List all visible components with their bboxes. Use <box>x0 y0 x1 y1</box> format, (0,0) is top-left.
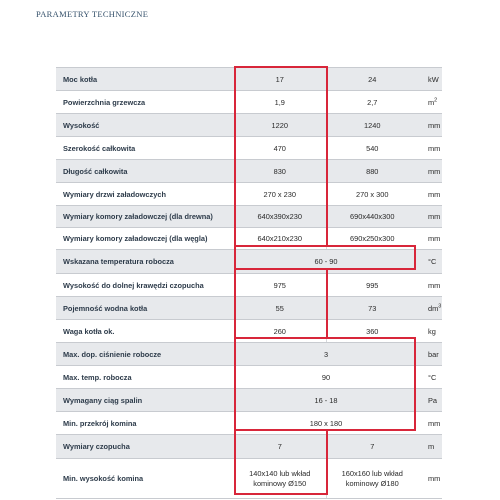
value-24kw: 690x440x300 <box>326 206 418 228</box>
unit: m <box>418 435 442 459</box>
param-label: Min. wysokość komina <box>56 459 234 499</box>
table-row <box>56 343 442 366</box>
spec-table <box>56 67 442 499</box>
table-row <box>56 206 442 228</box>
unit <box>418 91 442 114</box>
value-24kw: 995 <box>326 274 418 297</box>
table-row <box>56 459 442 499</box>
value-17kw: 55 <box>234 297 326 320</box>
unit: mm <box>418 206 442 228</box>
param-label: Wymiary komory załadowczej (dla węgla) <box>56 228 234 250</box>
table-row <box>56 137 442 160</box>
table-row <box>56 91 442 114</box>
param-label: Szerokość całkowita <box>56 137 234 160</box>
value-17kw: 1,9 <box>234 91 326 114</box>
unit: mm <box>418 137 442 160</box>
value-17kw: 830 <box>234 160 326 183</box>
param-label: Pojemność wodna kotła <box>56 297 234 320</box>
table-row <box>56 114 442 137</box>
unit: bar <box>418 343 442 366</box>
unit: °C <box>418 250 442 274</box>
param-label: Waga kotła ok. <box>56 320 234 343</box>
unit: mm <box>418 160 442 183</box>
value-17kw: 7 <box>234 435 326 459</box>
value-24kw: 690x250x300 <box>326 228 418 250</box>
table-row <box>56 68 442 91</box>
value-24kw: 73 <box>326 297 418 320</box>
unit: mm <box>418 412 442 435</box>
unit: mm <box>418 459 442 499</box>
value-merged: 16 - 18 <box>234 389 418 412</box>
param-label: Moc kotła <box>56 68 234 91</box>
value-17kw: 270 x 230 <box>234 183 326 206</box>
unit-exponent: 2 <box>434 97 438 104</box>
param-label: Max. dop. ciśnienie robocze <box>56 343 234 366</box>
param-label: Wysokość do dolnej krawędzi czopucha <box>56 274 234 297</box>
table-row <box>56 435 442 459</box>
unit-exponent: 3 <box>438 303 442 310</box>
unit: °C <box>418 366 442 389</box>
table-row <box>56 274 442 297</box>
value-17kw: 140x140 lub wkład kominowy Ø150 <box>234 459 326 499</box>
value-24kw: 1240 <box>326 114 418 137</box>
unit-base: m <box>428 97 435 107</box>
param-label: Max. temp. robocza <box>56 366 234 389</box>
value-24kw: 540 <box>326 137 418 160</box>
value-17kw: 975 <box>234 274 326 297</box>
unit <box>418 297 442 320</box>
value-17kw: 17 <box>234 68 326 91</box>
table-row <box>56 366 442 389</box>
param-label: Wymiary komory załadowczej (dla drewna) <box>56 206 234 228</box>
unit: kW <box>418 68 442 91</box>
value-24kw: 880 <box>326 160 418 183</box>
param-label: Długość całkowita <box>56 160 234 183</box>
value-merged: 180 x 180 <box>234 412 418 435</box>
value-17kw: 640x390x230 <box>234 206 326 228</box>
unit: mm <box>418 274 442 297</box>
param-label: Wymagany ciąg spalin <box>56 389 234 412</box>
unit: kg <box>418 320 442 343</box>
value-17kw: 640x210x230 <box>234 228 326 250</box>
value-merged: 3 <box>234 343 418 366</box>
table-row <box>56 320 442 343</box>
unit-base: dm <box>428 303 439 313</box>
value-24kw: 24 <box>326 68 418 91</box>
table-row <box>56 297 442 320</box>
table-row <box>56 389 442 412</box>
value-24kw: 2,7 <box>326 91 418 114</box>
param-label: Wymiary drzwi załadowczych <box>56 183 234 206</box>
param-label: Wysokość <box>56 114 234 137</box>
unit: mm <box>418 228 442 250</box>
value-24kw: 7 <box>326 435 418 459</box>
table-row <box>56 228 442 250</box>
param-label: Wskazana temperatura robocza <box>56 250 234 274</box>
value-merged: 90 <box>234 366 418 389</box>
table-row <box>56 412 442 435</box>
value-24kw: 160x160 lub wkład kominowy Ø180 <box>326 459 418 499</box>
value-24kw: 270 x 300 <box>326 183 418 206</box>
page-title: PARAMETRY TECHNICZNE <box>36 9 149 19</box>
param-label: Wymiary czopucha <box>56 435 234 459</box>
table-row <box>56 160 442 183</box>
value-17kw: 470 <box>234 137 326 160</box>
param-label: Min. przekrój komina <box>56 412 234 435</box>
unit: mm <box>418 114 442 137</box>
value-24kw: 360 <box>326 320 418 343</box>
param-label: Powierzchnia grzewcza <box>56 91 234 114</box>
table-row <box>56 250 442 274</box>
unit: mm <box>418 183 442 206</box>
value-merged: 60 - 90 <box>234 250 418 274</box>
value-17kw: 1220 <box>234 114 326 137</box>
unit: Pa <box>418 389 442 412</box>
table-row <box>56 183 442 206</box>
value-17kw: 260 <box>234 320 326 343</box>
